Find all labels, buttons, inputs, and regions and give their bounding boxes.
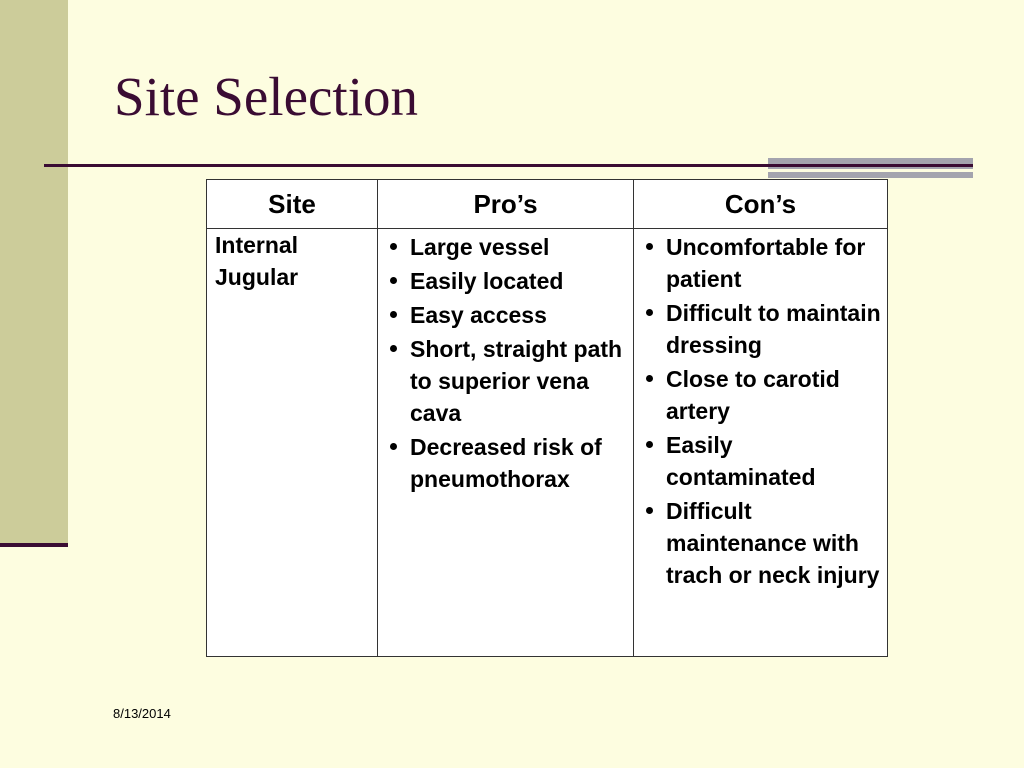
- bullet-icon: [390, 243, 397, 250]
- table-row: [207, 229, 888, 657]
- bullet-icon: [646, 309, 653, 316]
- cons-item-text: Difficult maintenance with trach or neck injury: [666, 498, 880, 588]
- cons-item: [634, 231, 887, 295]
- cons-item-text: Easily contaminated: [666, 432, 816, 490]
- bullet-icon: [646, 375, 653, 382]
- slide-date: 8/13/2014: [113, 706, 171, 721]
- bullet-icon: [390, 345, 397, 352]
- pros-item: [378, 299, 633, 331]
- bullet-icon: [390, 311, 397, 318]
- title-rule-accent: [768, 158, 973, 178]
- slide-title: Site Selection: [114, 66, 418, 127]
- pros-item: [378, 431, 633, 495]
- pros-item: [378, 333, 633, 429]
- header-pros: Pro’s: [378, 180, 634, 229]
- pros-list: [378, 229, 633, 495]
- side-bar: [0, 0, 68, 545]
- pros-item-text: Short, straight path to superior vena cava: [410, 336, 623, 426]
- site-selection-table: [206, 179, 888, 657]
- pros-item-text: Easy access: [410, 302, 547, 328]
- site-cell: [207, 229, 378, 657]
- site-name: Internal Jugular: [215, 232, 299, 290]
- table-header-row: [207, 180, 888, 229]
- bullet-icon: [646, 507, 653, 514]
- bullet-icon: [390, 277, 397, 284]
- cons-list: [634, 229, 887, 591]
- pros-item: [378, 231, 633, 263]
- pros-item: [378, 265, 633, 297]
- header-site: Site: [207, 180, 378, 229]
- bullet-icon: [646, 243, 653, 250]
- cons-item-text: Close to carotid artery: [666, 366, 840, 424]
- cons-cell: [634, 229, 888, 657]
- cons-item-text: Uncomfortable for patient: [666, 234, 866, 292]
- side-bar-rule: [0, 543, 68, 547]
- cons-item: [634, 297, 887, 361]
- bullet-icon: [390, 443, 397, 450]
- pros-item-text: Large vessel: [410, 234, 550, 260]
- pros-item-text: Easily located: [410, 268, 564, 294]
- cons-item: [634, 495, 887, 591]
- cons-item: [634, 429, 887, 493]
- header-cons: Con’s: [634, 180, 888, 229]
- pros-item-text: Decreased risk of pneumothorax: [410, 434, 602, 492]
- cons-item: [634, 363, 887, 427]
- pros-cell: [378, 229, 634, 657]
- bullet-icon: [646, 441, 653, 448]
- cons-item-text: Difficult to maintain dressing: [666, 300, 881, 358]
